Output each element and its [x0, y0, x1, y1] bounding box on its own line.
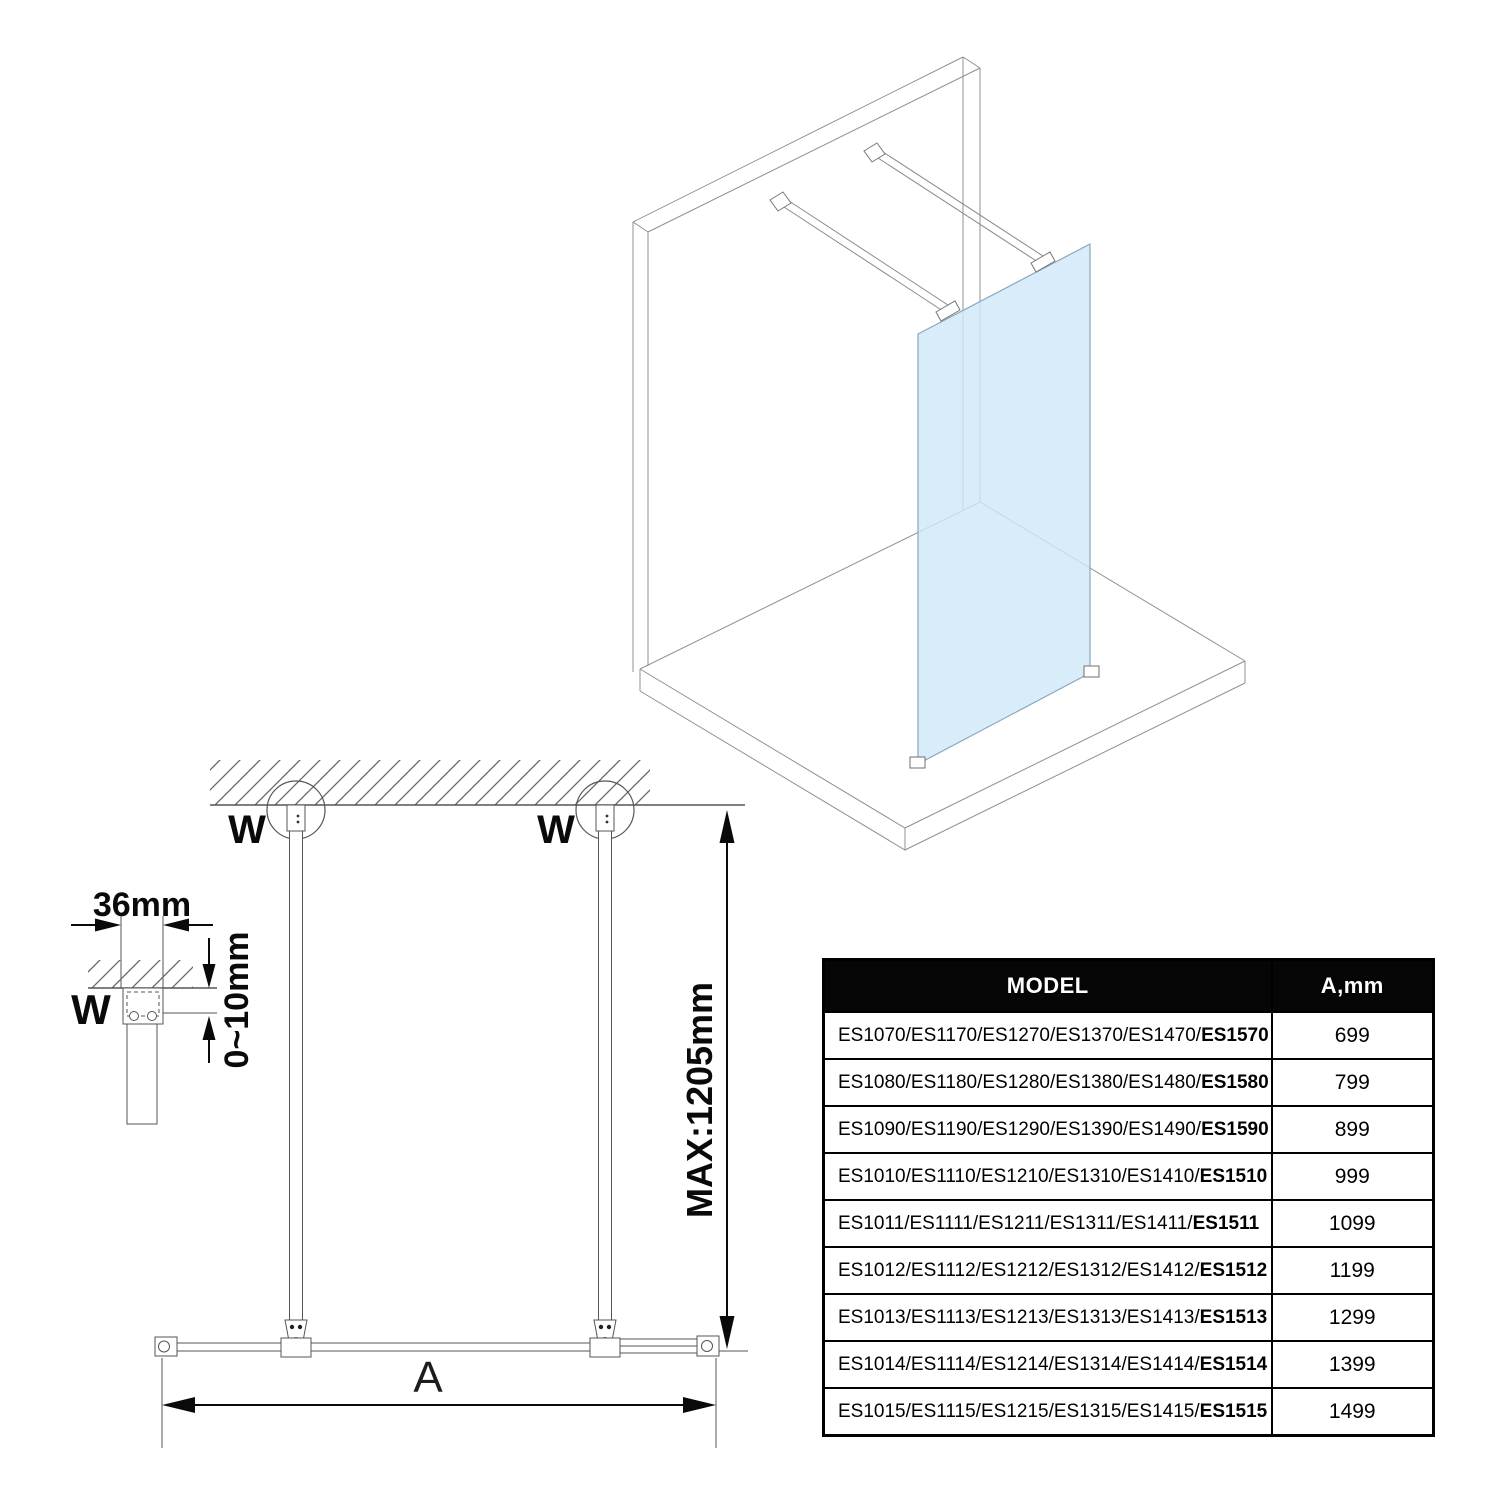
glass-panel: [918, 244, 1090, 764]
model-codes: ES1070/ES1170/ES1270/ES1370/ES1470/ES1570: [824, 1012, 1272, 1059]
foot-left: [910, 757, 925, 768]
model-codes: ES1080/ES1180/ES1280/ES1380/ES1480/ES1580: [824, 1059, 1272, 1106]
table-row: [824, 1059, 1434, 1106]
model-codes: ES1010/ES1110/ES1210/ES1310/ES1410/ES1510: [824, 1153, 1272, 1200]
plan-view: [155, 760, 748, 1448]
model-codes: ES1015/ES1115/ES1215/ES1315/ES1415/ES1515: [824, 1388, 1272, 1436]
a-dimension: 1499: [1272, 1388, 1434, 1436]
bar-right: [599, 831, 612, 1320]
wall-bracket-right: [596, 805, 614, 831]
table-row: [824, 1106, 1434, 1153]
a-dimension: 1099: [1272, 1200, 1434, 1247]
support-bar-left-plan: [267, 781, 325, 1347]
table-row: [824, 1341, 1434, 1388]
table-row: [824, 1247, 1434, 1294]
a-dimension: 799: [1272, 1059, 1434, 1106]
support-bar-back: [864, 143, 1055, 272]
wall-hatching: [210, 760, 650, 805]
a-dimension: 1199: [1272, 1247, 1434, 1294]
detail-bracket: [123, 988, 217, 1124]
dim-a-label: A: [413, 1353, 443, 1402]
bar-left: [290, 831, 303, 1320]
table-row: [824, 1153, 1434, 1200]
dim-36mm-label: 36mm: [92, 886, 192, 924]
wall-bracket-front: [770, 192, 791, 211]
wall-marker-detail: W: [71, 986, 111, 1033]
a-dimension: 699: [1272, 1012, 1434, 1059]
wall-bracket-back: [864, 143, 885, 162]
foot-right: [1084, 666, 1099, 677]
support-bar-front: [770, 192, 960, 321]
model-codes: ES1012/ES1112/ES1212/ES1312/ES1412/ES1512: [824, 1247, 1272, 1294]
model-codes: ES1011/ES1111/ES1211/ES1311/ES1411/ES1511: [824, 1200, 1272, 1247]
wall-marker-right: W: [537, 808, 575, 852]
a-dimension: 1299: [1272, 1294, 1434, 1341]
table-row: [824, 1012, 1434, 1059]
table-row: [824, 1200, 1434, 1247]
model-codes: ES1090/ES1190/ES1290/ES1390/ES1490/ES1590: [824, 1106, 1272, 1153]
table-header-row: [824, 960, 1434, 1013]
table-row: [824, 1294, 1434, 1341]
isometric-view: [633, 57, 1245, 850]
dim-gap-label: 0~10mm: [218, 931, 256, 1069]
model-codes: ES1014/ES1114/ES1214/ES1314/ES1414/ES1514: [824, 1341, 1272, 1388]
glass-block-left: [281, 1338, 311, 1357]
a-dimension: 999: [1272, 1153, 1434, 1200]
wall-bracket-left: [287, 805, 305, 831]
support-bar-right-plan: [576, 781, 634, 1347]
model-codes: ES1013/ES1113/ES1213/ES1313/ES1413/ES1513: [824, 1294, 1272, 1341]
detail-bar: [127, 1024, 157, 1124]
detail-wall-hatching: [88, 960, 193, 988]
glass-block-right: [590, 1338, 620, 1357]
dimension-max-height: [679, 810, 735, 1349]
detail-view: [71, 886, 256, 1124]
glass-plan: [155, 1336, 748, 1357]
col-header-model: MODEL: [824, 960, 1272, 1013]
col-header-a-mm: A,mm: [1272, 960, 1434, 1013]
a-dimension: 1399: [1272, 1341, 1434, 1388]
table-row: [824, 1388, 1434, 1436]
dimension-a: [162, 1353, 716, 1448]
wall-marker-left: W: [228, 808, 266, 852]
a-dimension: 899: [1272, 1106, 1434, 1153]
model-spec-table: [822, 958, 1435, 1437]
dim-max-label: MAX:1205mm: [679, 981, 720, 1219]
